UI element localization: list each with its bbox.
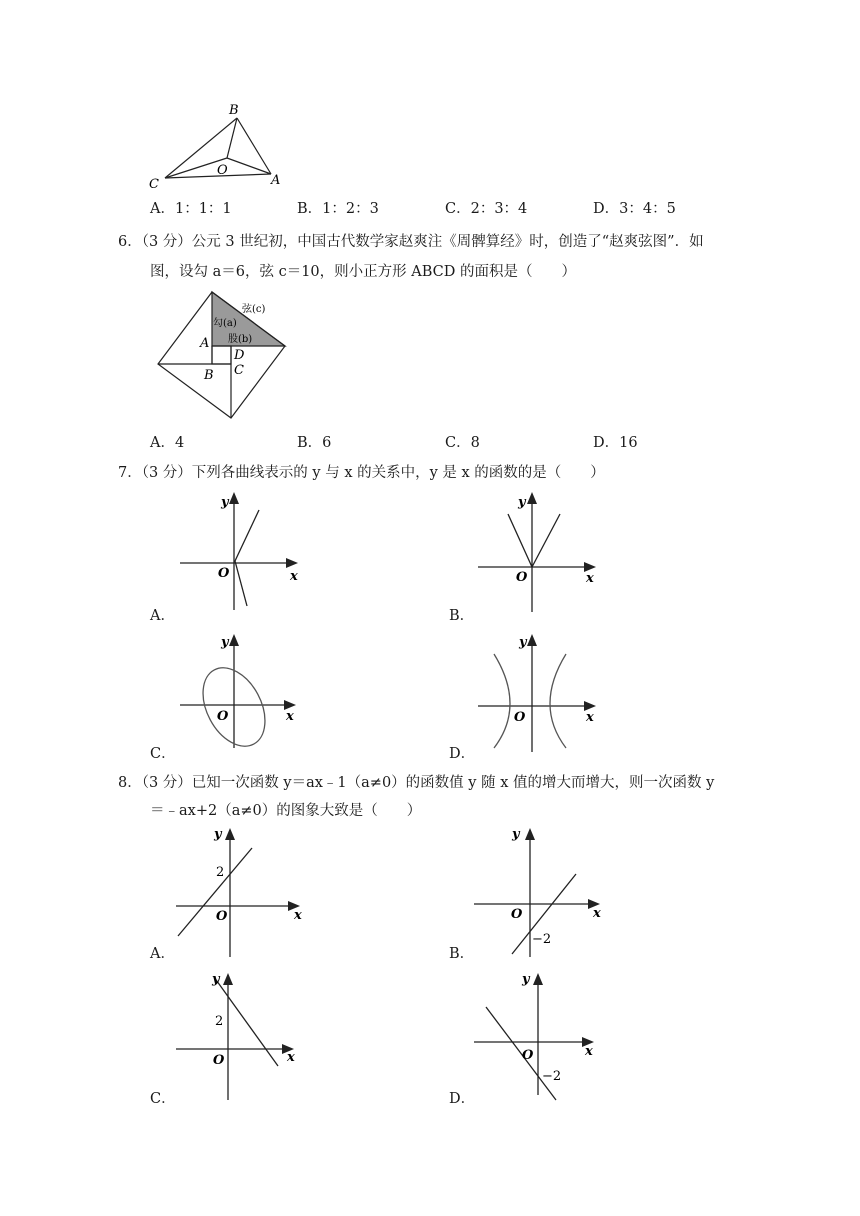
- q6-option-a[interactable]: A．4: [150, 435, 185, 451]
- q7-graph-d: [470, 630, 610, 755]
- q5-label-o: O: [217, 163, 228, 178]
- q7c-origin-label: O: [217, 709, 229, 724]
- q5-option-c[interactable]: C．2：3：4: [445, 201, 528, 217]
- q7b-origin-label: O: [516, 570, 528, 585]
- q8-stem-line1: 8．（3 分）已知一次函数 y＝ax﹣1（a≠0）的函数值 y 随 x 值的增大而增大，则一次函数 y: [118, 775, 715, 791]
- q7-option-b[interactable]: B．: [449, 608, 475, 624]
- q8-option-a[interactable]: A．: [150, 946, 175, 962]
- q7a-x-label: x: [290, 569, 298, 584]
- q6-zhao-shuang-diagram: [150, 288, 290, 423]
- q6-label-xian: 弦(c): [242, 304, 266, 315]
- q5-option-a[interactable]: A．1：1：1: [150, 201, 232, 217]
- q6-stem-line2: 图，设勾 a＝6，弦 c＝10，则小正方形 ABCD 的面积是（ ）: [150, 264, 576, 280]
- q8a-y-label: y: [214, 827, 222, 842]
- q7d-y-label: y: [519, 635, 527, 650]
- q7-option-c[interactable]: C．: [150, 746, 176, 762]
- q6-label-b: B: [204, 368, 214, 383]
- q8b-origin-label: O: [511, 907, 523, 922]
- q6-stem-line1: 6．（3 分）公元 3 世纪初，中国古代数学家赵爽注《周髀算经》时，创造了“赵爽弦图”．如: [118, 234, 704, 250]
- q7c-x-label: x: [286, 709, 294, 724]
- q7-graph-a: [170, 488, 310, 613]
- q8d-x-label: x: [585, 1044, 593, 1059]
- q8-graph-c: [170, 967, 310, 1102]
- q8a-origin-label: O: [216, 909, 228, 924]
- q7b-x-label: x: [586, 571, 594, 586]
- q7-option-d[interactable]: D．: [449, 746, 476, 762]
- q8a-x-label: x: [294, 908, 302, 923]
- q8c-origin-label: O: [213, 1053, 225, 1068]
- q6-label-gou: 勾(a): [213, 318, 237, 329]
- q7b-y-label: y: [518, 495, 526, 510]
- q6-label-d: D: [234, 348, 245, 363]
- q8b-intercept-label: −2: [532, 932, 552, 947]
- q5-label-c: C: [149, 177, 159, 192]
- q8-stem-line2: ＝﹣ax+2（a≠0）的图象大致是（ ）: [150, 803, 422, 819]
- q6-label-c: C: [234, 363, 244, 378]
- q7c-y-label: y: [221, 635, 229, 650]
- q8d-y-label: y: [522, 972, 530, 987]
- q7d-x-label: x: [586, 710, 594, 725]
- q8a-intercept-label: 2: [216, 865, 225, 880]
- q7-stem: 7．（3 分）下列各曲线表示的 y 与 x 的关系中，y 是 x 的函数的是（ ）: [118, 465, 605, 481]
- q8d-origin-label: O: [522, 1048, 534, 1063]
- q8c-y-label: y: [212, 972, 220, 987]
- q7d-origin-label: O: [514, 710, 526, 725]
- q8c-x-label: x: [287, 1050, 295, 1065]
- q7-graph-c: [170, 630, 310, 750]
- q8d-intercept-label: −2: [542, 1069, 562, 1084]
- q6-option-d[interactable]: D．16: [593, 435, 638, 451]
- q7-graph-b: [470, 488, 610, 613]
- q7a-y-label: y: [221, 495, 229, 510]
- q8-graph-d: [470, 967, 610, 1102]
- q5-label-a: A: [271, 173, 281, 188]
- q6-option-c[interactable]: C．8: [445, 435, 480, 451]
- q8-graph-a: [170, 822, 310, 957]
- q6-option-b[interactable]: B．6: [297, 435, 332, 451]
- q8-option-c[interactable]: C．: [150, 1091, 176, 1107]
- q8b-x-label: x: [593, 906, 601, 921]
- q5-option-b[interactable]: B．1：2：3: [297, 201, 379, 217]
- q8-graph-b: [470, 822, 610, 957]
- q5-label-b: B: [229, 103, 239, 118]
- q7-option-a[interactable]: A．: [150, 608, 175, 624]
- q6-label-gu: 股(b): [228, 334, 253, 345]
- q8-option-d[interactable]: D．: [449, 1091, 476, 1107]
- q5-option-d[interactable]: D．3：4：5: [593, 201, 676, 217]
- q8c-intercept-label: 2: [215, 1014, 224, 1029]
- q8-option-b[interactable]: B．: [449, 946, 475, 962]
- q8b-y-label: y: [512, 827, 520, 842]
- q6-label-a: A: [200, 336, 210, 351]
- q5-triangle-figure: [140, 98, 300, 193]
- q7a-origin-label: O: [218, 566, 230, 581]
